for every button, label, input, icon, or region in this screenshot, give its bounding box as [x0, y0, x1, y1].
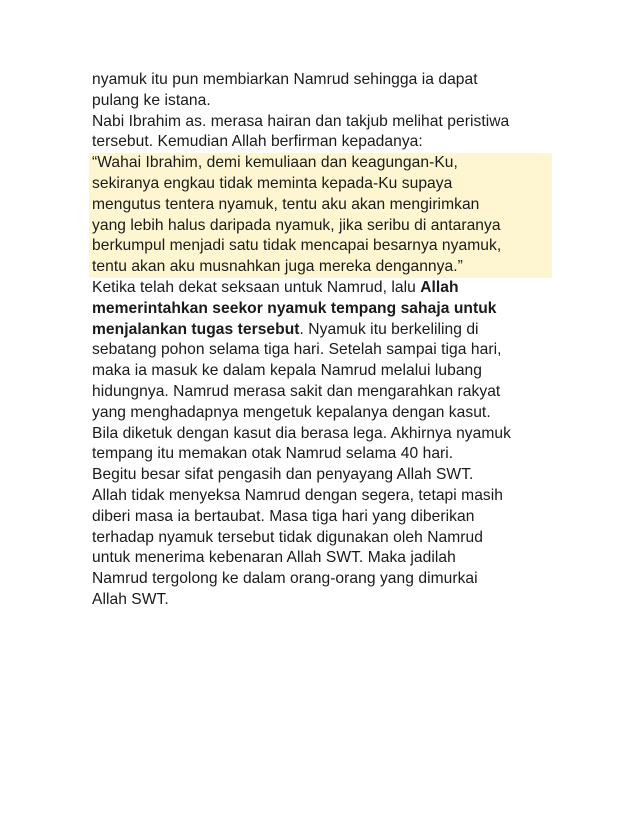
text-segment: tersebut. Kemudian Allah berfirman kepadanya: — [92, 133, 423, 151]
text-line — [92, 70, 552, 91]
text-segment: berkumpul menjadi satu tidak mencapai besarnya nyamuk, — [92, 237, 502, 255]
text-segment: maka ia masuk ke dalam kepala Namrud melalui lubang — [92, 362, 482, 380]
text-line — [92, 91, 552, 112]
text-line — [92, 340, 552, 361]
text-line — [92, 112, 552, 133]
highlighted-quote-line — [89, 174, 552, 195]
text-line — [92, 569, 552, 590]
text-segment: Bila diketuk dengan kasut dia berasa lega. Akhirnya nyamuk — [92, 424, 511, 442]
text-line — [92, 548, 552, 569]
text-segment: terhadap nyamuk tersebut tidak digunakan oleh Namrud — [92, 528, 483, 546]
text-segment: hidungnya. Namrud merasa sakit dan mengarahkan rakyat — [92, 382, 501, 400]
text-line — [92, 299, 552, 320]
highlighted-quote-line — [89, 257, 552, 278]
text-segment: Allah SWT. — [92, 590, 169, 608]
text-line — [92, 278, 552, 299]
highlighted-quote-line — [89, 195, 552, 216]
text-segment: tempang itu memakan otak Namrud selama 40 hari. — [92, 445, 454, 463]
text-line — [92, 132, 552, 153]
text-segment: diberi masa ia bertaubat. Masa tiga hari yang diberikan — [92, 507, 475, 525]
text-segment: “Wahai Ibrahim, demi kemuliaan dan keagungan-Ku, — [92, 154, 458, 172]
text-segment: nyamuk itu pun membiarkan Namrud sehingga ia dapat — [92, 71, 478, 88]
text-line — [92, 528, 552, 549]
text-line — [92, 382, 552, 403]
text-line — [92, 320, 552, 341]
bold-text-segment: memerintahkan seekor nyamuk tempang sahaja untuk — [92, 299, 497, 317]
bold-text-segment: menjalankan tugas tersebut — [92, 320, 300, 338]
highlighted-quote-line — [89, 153, 552, 174]
text-line — [92, 361, 552, 382]
text-segment: tentu akan aku musnahkan juga mereka dengannya.” — [92, 258, 463, 276]
text-segment: untuk menerima kebenaran Allah SWT. Maka jadilah — [92, 549, 456, 567]
text-line — [92, 590, 552, 611]
text-segment: . Nyamuk itu berkeliling di — [299, 320, 479, 338]
text-segment: yang menghadapnya mengetuk kepalanya dengan kasut. — [92, 403, 491, 421]
text-line — [92, 424, 552, 445]
text-segment: mengutus tentera nyamuk, tentu aku akan mengirimkan — [92, 195, 480, 213]
body-text — [92, 70, 552, 611]
bold-text-segment: Allah — [420, 278, 459, 296]
highlighted-quote-line — [89, 236, 552, 257]
highlighted-quote-line — [89, 216, 552, 237]
text-segment: Allah tidak menyeksa Namrud dengan segera, tetapi masih — [92, 486, 504, 504]
text-line — [92, 465, 552, 486]
text-segment: Nabi Ibrahim as. merasa hairan dan takjub melihat peristiwa — [92, 112, 510, 130]
text-segment: yang lebih halus daripada nyamuk, jika seribu di antaranya — [92, 216, 501, 234]
text-line — [92, 486, 552, 507]
text-segment: Ketika telah dekat seksaan untuk Namrud, lalu — [92, 278, 421, 296]
text-line — [92, 403, 552, 424]
text-line — [92, 507, 552, 528]
text-segment: Namrud tergolong ke dalam orang-orang yang dimurkai — [92, 570, 478, 588]
text-segment: sekiranya engkau tidak meminta kepada-Ku supaya — [92, 174, 453, 192]
text-segment: sebatang pohon selama tiga hari. Setelah sampai tiga hari, — [92, 341, 502, 359]
text-line — [92, 444, 552, 465]
text-segment: pulang ke istana. — [92, 91, 211, 109]
text-segment: Begitu besar sifat pengasih dan penyayang Allah SWT. — [92, 466, 474, 484]
